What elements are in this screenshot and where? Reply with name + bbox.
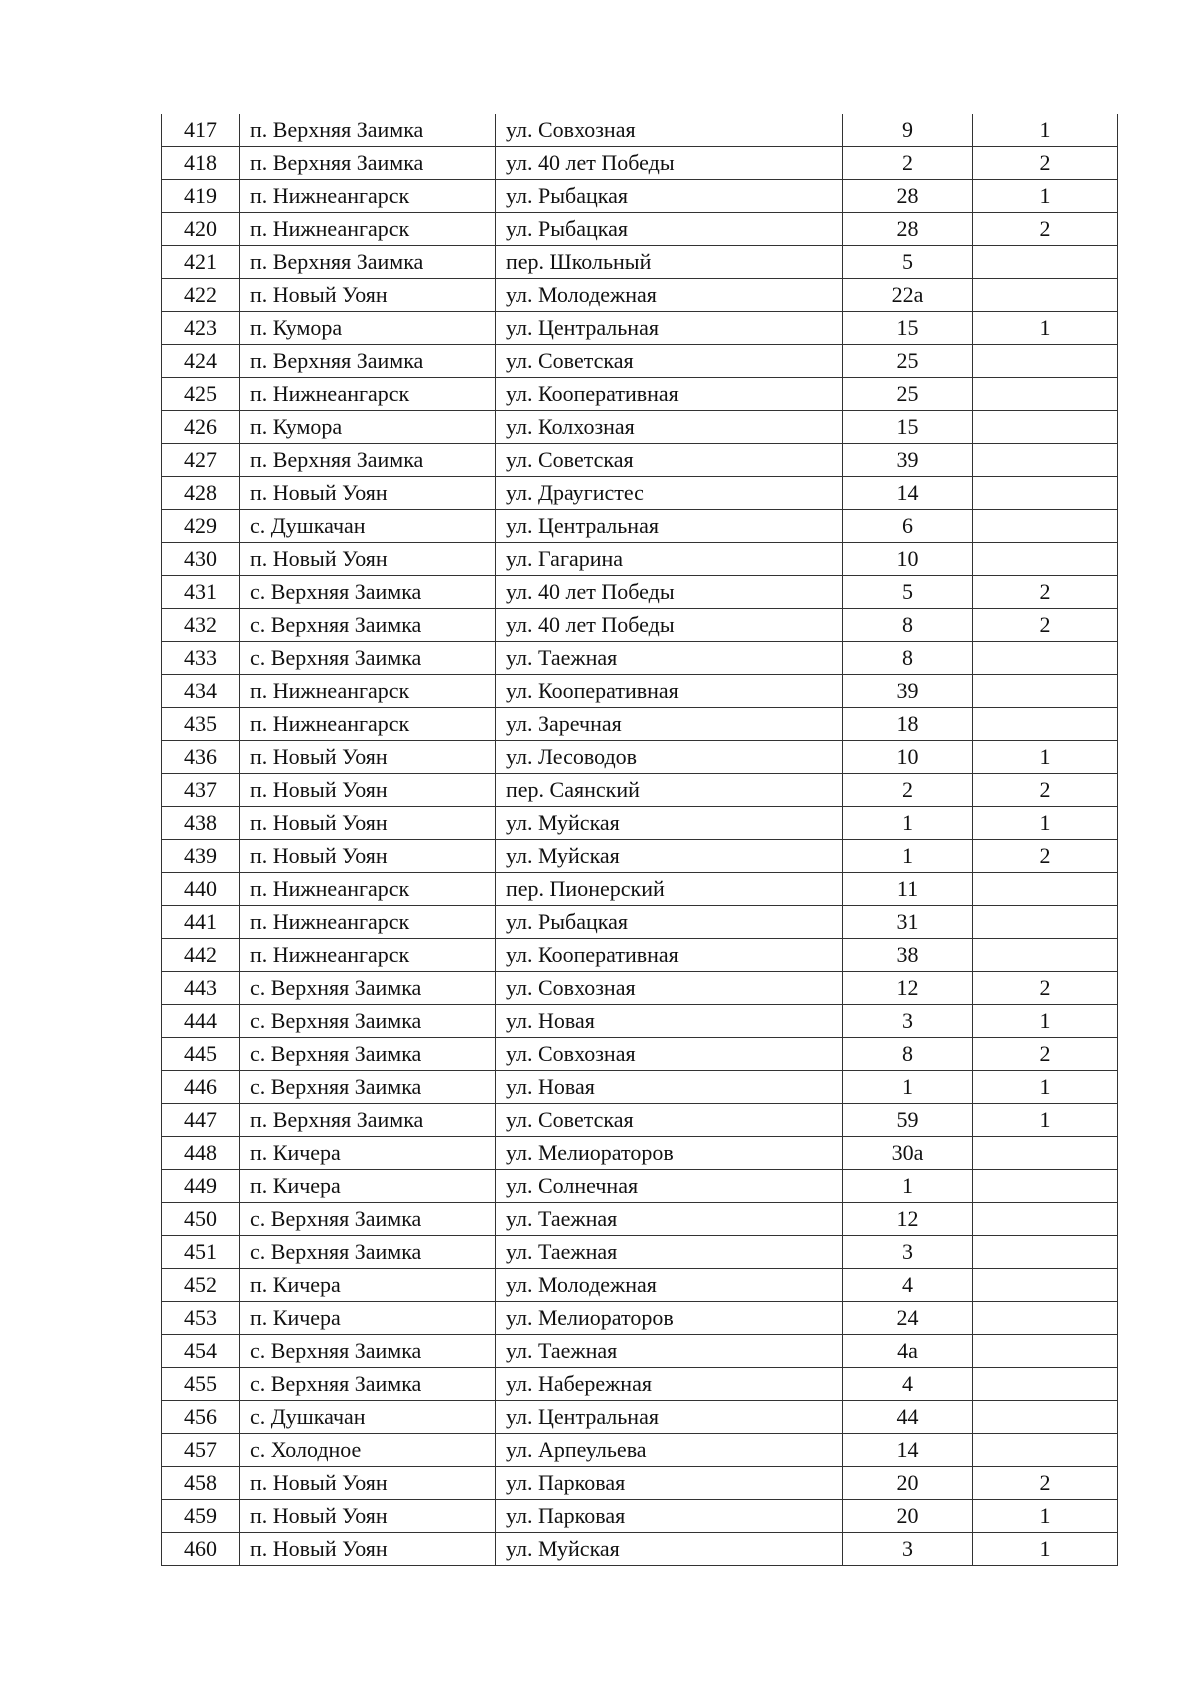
house-number-cell: 5	[843, 576, 973, 609]
settlement-cell: п. Нижнеангарск	[240, 708, 496, 741]
street-cell: ул. 40 лет Победы	[496, 609, 843, 642]
apartment-cell	[973, 873, 1118, 906]
street-cell: ул. 40 лет Победы	[496, 147, 843, 180]
table-row	[162, 378, 1118, 411]
table-row	[162, 180, 1118, 213]
apartment-cell: 1	[973, 180, 1118, 213]
street-cell: ул. Арпеульева	[496, 1434, 843, 1467]
table-row	[162, 279, 1118, 312]
street-cell: ул. Кооперативная	[496, 939, 843, 972]
settlement-cell: п. Нижнеангарск	[240, 873, 496, 906]
apartment-cell: 2	[973, 972, 1118, 1005]
table-row	[162, 840, 1118, 873]
apartment-cell	[973, 510, 1118, 543]
row-number-cell: 425	[162, 378, 240, 411]
apartment-cell	[973, 1170, 1118, 1203]
house-number-cell: 1	[843, 807, 973, 840]
settlement-cell: п. Новый Уоян	[240, 741, 496, 774]
settlement-cell: п. Новый Уоян	[240, 543, 496, 576]
apartment-cell: 1	[973, 1005, 1118, 1038]
apartment-cell	[973, 1203, 1118, 1236]
house-number-cell: 30а	[843, 1137, 973, 1170]
house-number-cell: 20	[843, 1500, 973, 1533]
street-cell: ул. Колхозная	[496, 411, 843, 444]
apartment-cell	[973, 1302, 1118, 1335]
settlement-cell: с. Верхняя Заимка	[240, 1236, 496, 1269]
house-number-cell: 38	[843, 939, 973, 972]
table-row	[162, 1269, 1118, 1302]
apartment-cell: 2	[973, 147, 1118, 180]
table-row	[162, 576, 1118, 609]
house-number-cell: 59	[843, 1104, 973, 1137]
street-cell: ул. Советская	[496, 444, 843, 477]
settlement-cell: п. Кумора	[240, 411, 496, 444]
table-row	[162, 1335, 1118, 1368]
table-row	[162, 1170, 1118, 1203]
table-row	[162, 477, 1118, 510]
apartment-cell: 2	[973, 609, 1118, 642]
table-row	[162, 411, 1118, 444]
house-number-cell: 4	[843, 1269, 973, 1302]
apartment-cell	[973, 345, 1118, 378]
row-number-cell: 440	[162, 873, 240, 906]
table-row	[162, 213, 1118, 246]
apartment-cell	[973, 1236, 1118, 1269]
street-cell: ул. Таежная	[496, 642, 843, 675]
row-number-cell: 443	[162, 972, 240, 1005]
row-number-cell: 455	[162, 1368, 240, 1401]
settlement-cell: п. Новый Уоян	[240, 840, 496, 873]
row-number-cell: 454	[162, 1335, 240, 1368]
street-cell: ул. Молодежная	[496, 279, 843, 312]
settlement-cell: с. Верхняя Заимка	[240, 576, 496, 609]
table-row	[162, 1038, 1118, 1071]
row-number-cell: 419	[162, 180, 240, 213]
row-number-cell: 451	[162, 1236, 240, 1269]
apartment-cell: 1	[973, 1500, 1118, 1533]
settlement-cell: п. Верхняя Заимка	[240, 114, 496, 147]
table-row	[162, 675, 1118, 708]
apartment-cell	[973, 378, 1118, 411]
house-number-cell: 2	[843, 147, 973, 180]
street-cell: ул. Центральная	[496, 510, 843, 543]
row-number-cell: 445	[162, 1038, 240, 1071]
table-row	[162, 807, 1118, 840]
street-cell: ул. Мелиораторов	[496, 1137, 843, 1170]
row-number-cell: 442	[162, 939, 240, 972]
street-cell: ул. Совхозная	[496, 972, 843, 1005]
row-number-cell: 428	[162, 477, 240, 510]
apartment-cell: 1	[973, 114, 1118, 147]
row-number-cell: 435	[162, 708, 240, 741]
table-row	[162, 939, 1118, 972]
settlement-cell: с. Верхняя Заимка	[240, 1005, 496, 1038]
table-row	[162, 1203, 1118, 1236]
row-number-cell: 453	[162, 1302, 240, 1335]
settlement-cell: с. Верхняя Заимка	[240, 1335, 496, 1368]
settlement-cell: п. Нижнеангарск	[240, 213, 496, 246]
house-number-cell: 3	[843, 1236, 973, 1269]
house-number-cell: 28	[843, 180, 973, 213]
street-cell: ул. Рыбацкая	[496, 213, 843, 246]
row-number-cell: 459	[162, 1500, 240, 1533]
house-number-cell: 3	[843, 1005, 973, 1038]
settlement-cell: п. Новый Уоян	[240, 1467, 496, 1500]
settlement-cell: п. Новый Уоян	[240, 1533, 496, 1566]
table-row	[162, 312, 1118, 345]
apartment-cell: 1	[973, 741, 1118, 774]
table-row	[162, 444, 1118, 477]
settlement-cell: п. Нижнеангарск	[240, 378, 496, 411]
apartment-cell	[973, 411, 1118, 444]
table-row	[162, 1500, 1118, 1533]
house-number-cell: 3	[843, 1533, 973, 1566]
apartment-cell	[973, 906, 1118, 939]
house-number-cell: 10	[843, 543, 973, 576]
street-cell: ул. Парковая	[496, 1500, 843, 1533]
address-table	[161, 114, 1118, 1566]
street-cell: ул. Парковая	[496, 1467, 843, 1500]
settlement-cell: с. Верхняя Заимка	[240, 1071, 496, 1104]
apartment-cell	[973, 642, 1118, 675]
row-number-cell: 432	[162, 609, 240, 642]
table-row	[162, 543, 1118, 576]
row-number-cell: 436	[162, 741, 240, 774]
apartment-cell	[973, 708, 1118, 741]
table-row	[162, 609, 1118, 642]
settlement-cell: п. Новый Уоян	[240, 807, 496, 840]
row-number-cell: 418	[162, 147, 240, 180]
table-row	[162, 246, 1118, 279]
house-number-cell: 22а	[843, 279, 973, 312]
apartment-cell	[973, 1434, 1118, 1467]
settlement-cell: п. Верхняя Заимка	[240, 345, 496, 378]
table-row	[162, 972, 1118, 1005]
house-number-cell: 8	[843, 609, 973, 642]
table-row	[162, 1236, 1118, 1269]
table-row	[162, 114, 1118, 147]
street-cell: ул. Молодежная	[496, 1269, 843, 1302]
table-row	[162, 708, 1118, 741]
house-number-cell: 28	[843, 213, 973, 246]
street-cell: ул. Таежная	[496, 1236, 843, 1269]
settlement-cell: п. Верхняя Заимка	[240, 444, 496, 477]
house-number-cell: 10	[843, 741, 973, 774]
house-number-cell: 9	[843, 114, 973, 147]
settlement-cell: п. Верхняя Заимка	[240, 1104, 496, 1137]
settlement-cell: п. Кичера	[240, 1269, 496, 1302]
settlement-cell: п. Верхняя Заимка	[240, 246, 496, 279]
table-row	[162, 741, 1118, 774]
row-number-cell: 424	[162, 345, 240, 378]
street-cell: ул. 40 лет Победы	[496, 576, 843, 609]
row-number-cell: 439	[162, 840, 240, 873]
row-number-cell: 456	[162, 1401, 240, 1434]
apartment-cell	[973, 444, 1118, 477]
row-number-cell: 426	[162, 411, 240, 444]
house-number-cell: 39	[843, 675, 973, 708]
row-number-cell: 450	[162, 1203, 240, 1236]
house-number-cell: 44	[843, 1401, 973, 1434]
row-number-cell: 429	[162, 510, 240, 543]
row-number-cell: 434	[162, 675, 240, 708]
settlement-cell: п. Нижнеангарск	[240, 939, 496, 972]
street-cell: ул. Совхозная	[496, 114, 843, 147]
house-number-cell: 12	[843, 972, 973, 1005]
row-number-cell: 447	[162, 1104, 240, 1137]
apartment-cell: 2	[973, 840, 1118, 873]
house-number-cell: 1	[843, 1170, 973, 1203]
house-number-cell: 14	[843, 1434, 973, 1467]
apartment-cell: 1	[973, 807, 1118, 840]
row-number-cell: 420	[162, 213, 240, 246]
table-row	[162, 1434, 1118, 1467]
house-number-cell: 4	[843, 1368, 973, 1401]
apartment-cell	[973, 1368, 1118, 1401]
table-row	[162, 1368, 1118, 1401]
row-number-cell: 422	[162, 279, 240, 312]
house-number-cell: 11	[843, 873, 973, 906]
table-row	[162, 1071, 1118, 1104]
table-row	[162, 510, 1118, 543]
house-number-cell: 25	[843, 345, 973, 378]
settlement-cell: с. Верхняя Заимка	[240, 609, 496, 642]
apartment-cell	[973, 1269, 1118, 1302]
apartment-cell: 1	[973, 1104, 1118, 1137]
settlement-cell: п. Новый Уоян	[240, 477, 496, 510]
settlement-cell: с. Верхняя Заимка	[240, 1038, 496, 1071]
settlement-cell: п. Новый Уоян	[240, 1500, 496, 1533]
street-cell: ул. Таежная	[496, 1335, 843, 1368]
house-number-cell: 1	[843, 1071, 973, 1104]
settlement-cell: п. Нижнеангарск	[240, 906, 496, 939]
row-number-cell: 458	[162, 1467, 240, 1500]
street-cell: ул. Новая	[496, 1071, 843, 1104]
table-row	[162, 774, 1118, 807]
settlement-cell: п. Кичера	[240, 1302, 496, 1335]
table-row	[162, 1467, 1118, 1500]
table-row	[162, 1137, 1118, 1170]
house-number-cell: 31	[843, 906, 973, 939]
apartment-cell	[973, 675, 1118, 708]
settlement-cell: п. Кичера	[240, 1137, 496, 1170]
street-cell: ул. Центральная	[496, 312, 843, 345]
settlement-cell: п. Нижнеангарск	[240, 675, 496, 708]
apartment-cell: 2	[973, 1038, 1118, 1071]
row-number-cell: 430	[162, 543, 240, 576]
table-row	[162, 906, 1118, 939]
settlement-cell: п. Новый Уоян	[240, 774, 496, 807]
street-cell: ул. Драугистес	[496, 477, 843, 510]
house-number-cell: 39	[843, 444, 973, 477]
row-number-cell: 446	[162, 1071, 240, 1104]
settlement-cell: с. Верхняя Заимка	[240, 972, 496, 1005]
apartment-cell	[973, 543, 1118, 576]
apartment-cell	[973, 1137, 1118, 1170]
table-row	[162, 1104, 1118, 1137]
street-cell: ул. Совхозная	[496, 1038, 843, 1071]
settlement-cell: п. Новый Уоян	[240, 279, 496, 312]
house-number-cell: 20	[843, 1467, 973, 1500]
row-number-cell: 460	[162, 1533, 240, 1566]
house-number-cell: 12	[843, 1203, 973, 1236]
row-number-cell: 417	[162, 114, 240, 147]
table-row	[162, 642, 1118, 675]
street-cell: ул. Муйская	[496, 1533, 843, 1566]
apartment-cell	[973, 1401, 1118, 1434]
apartment-cell: 1	[973, 1071, 1118, 1104]
house-number-cell: 5	[843, 246, 973, 279]
table-body	[162, 114, 1118, 1566]
table-row	[162, 1302, 1118, 1335]
street-cell: ул. Рыбацкая	[496, 180, 843, 213]
street-cell: ул. Новая	[496, 1005, 843, 1038]
apartment-cell	[973, 279, 1118, 312]
row-number-cell: 437	[162, 774, 240, 807]
apartment-cell	[973, 246, 1118, 279]
row-number-cell: 427	[162, 444, 240, 477]
apartment-cell	[973, 939, 1118, 972]
row-number-cell: 457	[162, 1434, 240, 1467]
street-cell: ул. Солнечная	[496, 1170, 843, 1203]
street-cell: ул. Мелиораторов	[496, 1302, 843, 1335]
street-cell: ул. Советская	[496, 1104, 843, 1137]
street-cell: ул. Гагарина	[496, 543, 843, 576]
settlement-cell: с. Душкачан	[240, 1401, 496, 1434]
street-cell: ул. Лесоводов	[496, 741, 843, 774]
apartment-cell: 2	[973, 1467, 1118, 1500]
street-cell: пер. Пионерский	[496, 873, 843, 906]
street-cell: ул. Таежная	[496, 1203, 843, 1236]
row-number-cell: 449	[162, 1170, 240, 1203]
row-number-cell: 431	[162, 576, 240, 609]
street-cell: ул. Рыбацкая	[496, 906, 843, 939]
row-number-cell: 421	[162, 246, 240, 279]
table-row	[162, 1005, 1118, 1038]
apartment-cell	[973, 1335, 1118, 1368]
apartment-cell: 1	[973, 1533, 1118, 1566]
street-cell: ул. Набережная	[496, 1368, 843, 1401]
table-row	[162, 147, 1118, 180]
street-cell: ул. Заречная	[496, 708, 843, 741]
settlement-cell: с. Верхняя Заимка	[240, 642, 496, 675]
table-row	[162, 1533, 1118, 1566]
table-row	[162, 873, 1118, 906]
apartment-cell	[973, 477, 1118, 510]
row-number-cell: 452	[162, 1269, 240, 1302]
house-number-cell: 2	[843, 774, 973, 807]
settlement-cell: п. Верхняя Заимка	[240, 147, 496, 180]
street-cell: пер. Саянский	[496, 774, 843, 807]
house-number-cell: 15	[843, 411, 973, 444]
street-cell: ул. Советская	[496, 345, 843, 378]
house-number-cell: 18	[843, 708, 973, 741]
settlement-cell: с. Холодное	[240, 1434, 496, 1467]
street-cell: ул. Кооперативная	[496, 675, 843, 708]
apartment-cell: 1	[973, 312, 1118, 345]
row-number-cell: 438	[162, 807, 240, 840]
row-number-cell: 423	[162, 312, 240, 345]
settlement-cell: с. Душкачан	[240, 510, 496, 543]
settlement-cell: п. Нижнеангарск	[240, 180, 496, 213]
apartment-cell: 2	[973, 774, 1118, 807]
house-number-cell: 15	[843, 312, 973, 345]
house-number-cell: 24	[843, 1302, 973, 1335]
table-row	[162, 1401, 1118, 1434]
house-number-cell: 8	[843, 1038, 973, 1071]
apartment-cell: 2	[973, 213, 1118, 246]
house-number-cell: 1	[843, 840, 973, 873]
street-cell: ул. Муйская	[496, 840, 843, 873]
settlement-cell: п. Кичера	[240, 1170, 496, 1203]
apartment-cell: 2	[973, 576, 1118, 609]
row-number-cell: 441	[162, 906, 240, 939]
street-cell: пер. Школьный	[496, 246, 843, 279]
house-number-cell: 4а	[843, 1335, 973, 1368]
settlement-cell: с. Верхняя Заимка	[240, 1368, 496, 1401]
house-number-cell: 14	[843, 477, 973, 510]
street-cell: ул. Центральная	[496, 1401, 843, 1434]
row-number-cell: 448	[162, 1137, 240, 1170]
house-number-cell: 8	[843, 642, 973, 675]
house-number-cell: 6	[843, 510, 973, 543]
settlement-cell: п. Кумора	[240, 312, 496, 345]
settlement-cell: с. Верхняя Заимка	[240, 1203, 496, 1236]
house-number-cell: 25	[843, 378, 973, 411]
street-cell: ул. Кооперативная	[496, 378, 843, 411]
row-number-cell: 433	[162, 642, 240, 675]
table-row	[162, 345, 1118, 378]
street-cell: ул. Муйская	[496, 807, 843, 840]
row-number-cell: 444	[162, 1005, 240, 1038]
